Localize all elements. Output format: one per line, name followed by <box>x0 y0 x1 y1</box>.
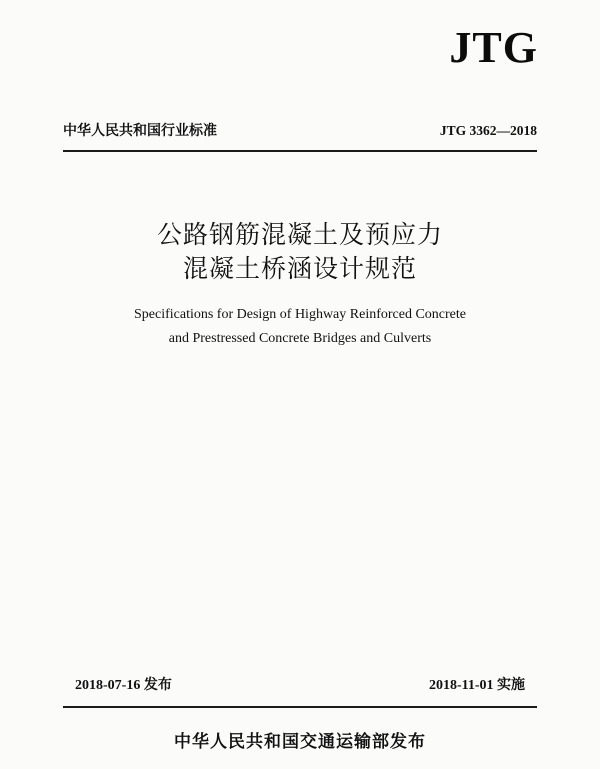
issue-date: 2018-07-16 发布 <box>75 678 172 693</box>
title-english-line-1: Specifications for Design of Highway Reinforced Concrete <box>133 307 466 322</box>
standard-code: JTG 3362—2018 <box>439 123 537 138</box>
jtg-logo: JTG <box>449 23 538 72</box>
implementation-date: 2018-11-01 实施 <box>428 678 525 693</box>
title-english <box>0 303 600 351</box>
dates-row <box>75 676 525 698</box>
title-chinese-line-2: 混凝土桥涵设计规范 <box>182 254 417 283</box>
standard-type: 中华人民共和国行业标准 <box>63 123 217 139</box>
bottom-divider <box>63 706 537 708</box>
title-chinese <box>0 218 600 286</box>
title-chinese-line-1: 公路钢筋混凝土及预应力 <box>156 220 443 249</box>
title-english-line-2: and Prestressed Concrete Bridges and Culverts <box>168 331 432 346</box>
top-divider <box>63 150 537 152</box>
publisher: 中华人民共和国交通运输部发布 <box>174 732 426 752</box>
header-row <box>63 121 537 143</box>
